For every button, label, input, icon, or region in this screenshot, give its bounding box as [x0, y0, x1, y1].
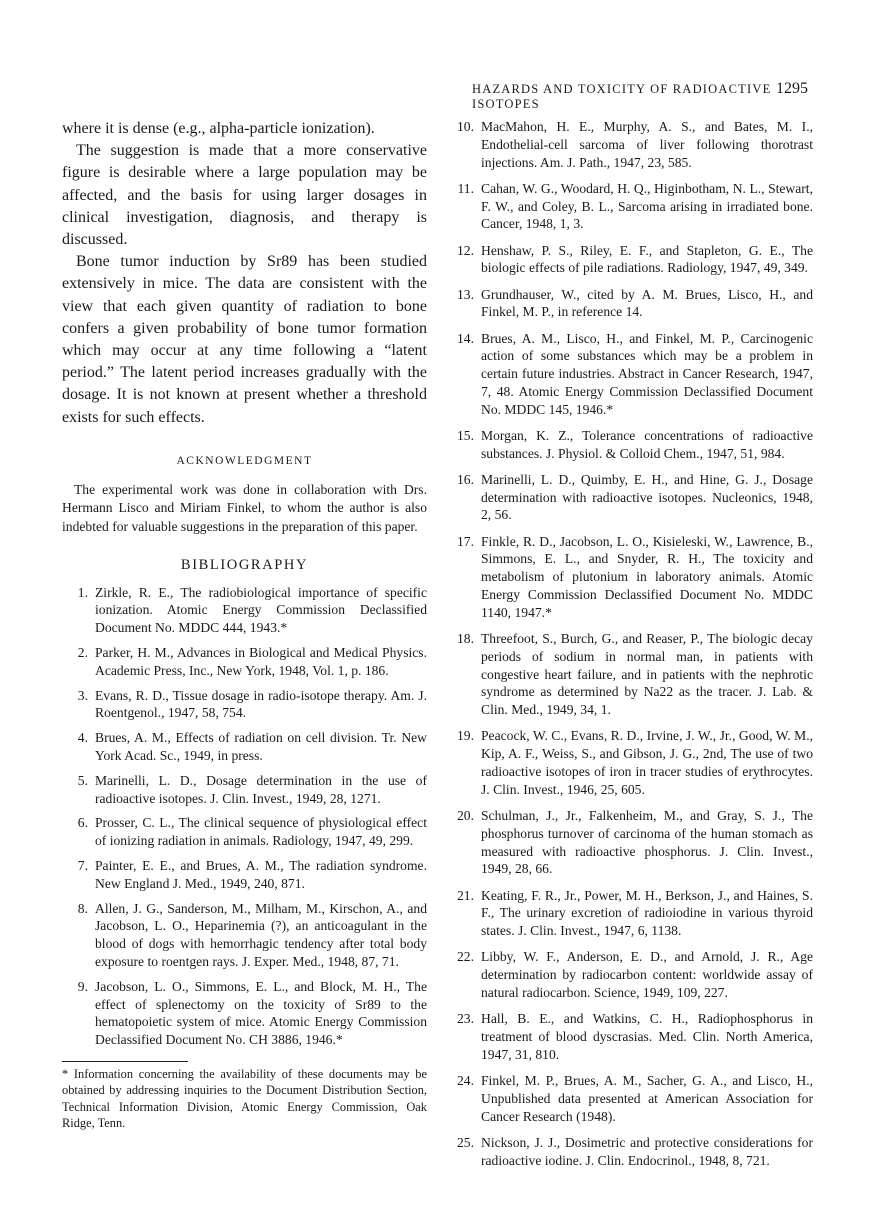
reference-entry — [62, 900, 427, 971]
reference-entry — [448, 727, 813, 798]
reference-number: 25. — [457, 1134, 474, 1150]
reference-text: Cahan, W. G., Woodard, H. Q., Higinbotham, N. L., Stewart, F. W., and Coley, B. L., Sarcoma arising in irradiated bone. Cancer, 1948, 1, 3. — [481, 180, 813, 232]
left-column — [62, 118, 427, 1132]
reference-entry — [448, 1010, 813, 1063]
reference-number: 1. — [77, 584, 88, 600]
summary-paragraph: Bone tumor induction by Sr89 has been studied extensively in mice. The data are consistent with the view that each given quantity of radiation to bone confers a given probability of bone tumor formation which may occur at any time following a “latent period.” The latent period increases gradually with the dosage. It is not known at present whether a threshold exists for such effects. — [62, 253, 427, 426]
reference-text: Nickson, J. J., Dosimetric and protective considerations for radioactive iodine. J. Clin. Endocrinol., 1948, 8, 721. — [481, 1134, 813, 1168]
running-header — [472, 80, 808, 112]
reference-entry — [448, 118, 813, 171]
reference-entry — [62, 729, 427, 765]
reference-entry — [448, 330, 813, 419]
reference-number: 5. — [77, 772, 88, 788]
reference-number: 22. — [457, 949, 474, 965]
reference-entry — [448, 1072, 813, 1125]
reference-entry — [448, 630, 813, 719]
reference-entry — [62, 857, 427, 893]
reference-text: Marinelli, L. D., Dosage determination in the use of radioactive isotopes. J. Clin. Invest., 1949, 28, 1271. — [95, 772, 427, 806]
summary-paragraph: The suggestion is made that a more conservative figure is desirable where a large population may be affected, and the basis for using larger dosages in clinical investigation, diagnosis, and therapy is discussed. — [62, 142, 427, 249]
reference-text: Jacobson, L. O., Simmons, E. L., and Block, M. H., The effect of splenectomy on the toxicity of Sr89 to the hematopoietic system of mice. Atomic Energy Commission Declassified Document No. CH 3886, 1946.* — [95, 978, 427, 1048]
reference-text: Brues, A. M., Lisco, H., and Finkel, M. P., Carcinogenic action of some substances which may be a problem in certain future industries. Abstract in Cancer Research, 1947, 7, 48. Atomic Energy Commission Declassified Document No. MDDC 145, 1946.* — [481, 330, 813, 417]
reference-number: 20. — [457, 808, 474, 823]
footnote: * Information concerning the availability of these documents may be obtained by addressing inquiries to the Document Distribution Section, Technical Information Division, Atomic Energy Commission, Oak Ridge, Tenn. — [62, 1066, 427, 1131]
reference-number: 6. — [77, 815, 88, 831]
reference-text: Keating, F. R., Jr., Power, M. H., Berkson, J., and Haines, S. F., The urinary excretion of radioiodine in various thyroid states. J. Clin. Invest., 1947, 6, 1138. — [481, 887, 813, 939]
reference-number: 7. — [77, 857, 88, 873]
reference-number: 18. — [457, 631, 474, 647]
reference-text: Peacock, W. C., Evans, R. D., Irvine, J. W., Jr., Good, W. M., Kip, A. F., Weiss, S., and Gibson, J. G., 2nd, The use of two radioactive isotopes of iron in tracer studies of erythrocytes. J. Clin. Invest., 1946, 25, 605. — [481, 728, 813, 797]
reference-number: 2. — [77, 645, 88, 661]
summary — [62, 118, 427, 429]
reference-entry — [448, 887, 813, 940]
reference-text: Brues, A. M., Effects of radiation on cell division. Tr. New York Acad. Sc., 1949, in press. — [95, 730, 427, 763]
reference-entry — [62, 772, 427, 808]
footnote-divider — [62, 1061, 188, 1062]
reference-number: 19. — [457, 728, 474, 744]
reference-list-right — [448, 118, 813, 1169]
reference-number: 4. — [77, 730, 88, 746]
reference-text: Painter, E. E., and Brues, A. M., The radiation syndrome. New England J. Med., 1949, 240, 871. — [95, 857, 427, 891]
reference-text: Zirkle, R. E., The radiobiological importance of specific ionization. Atomic Energy Commission Declassified Document No. MDDC 444, 1943.* — [95, 584, 427, 636]
reference-entry — [448, 948, 813, 1001]
reference-text: Schulman, J., Jr., Falkenheim, M., and Gray, S. J., The phosphorus turnover of carcinoma of the human stomach as measured with radioactive phosphorus. J. Clin. Invest., 1949, 28, 66. — [481, 808, 813, 877]
reference-number: 21. — [457, 887, 474, 903]
reference-number: 13. — [457, 286, 474, 302]
reference-number: 3. — [77, 687, 88, 703]
reference-entry — [448, 471, 813, 524]
running-title: HAZARDS AND TOXICITY OF RADIOACTIVE ISOTOPES — [472, 82, 772, 111]
reference-text: Threefoot, S., Burch, G., and Reaser, P., The biologic decay periods of sodium in normal man, in patients with congestive heart failure, and in patients with the nephrotic syndrome as determined by Na22 as the tracer. J. Lab. & Clin. Med., 1949, 34, 1. — [481, 631, 813, 718]
reference-text: Henshaw, P. S., Riley, E. F., and Stapleton, G. E., The biologic effects of pile radiations. Radiology, 1947, 49, 349. — [481, 242, 813, 276]
reference-entry — [448, 807, 813, 878]
reference-entry — [62, 814, 427, 850]
reference-number: 10. — [457, 119, 474, 134]
page-number: 1295 — [776, 80, 808, 97]
reference-number: 14. — [457, 330, 474, 346]
reference-text: Prosser, C. L., The clinical sequence of physiological effect of ionizing radiation in animals. Radiology, 1947, 49, 299. — [95, 815, 427, 849]
right-column — [448, 118, 813, 1178]
reference-text: Finkle, R. D., Jacobson, L. O., Kisieleski, W., Lawrence, B., Simmons, E. L., and Snyder, R. H., The toxicity and metabolism of plutonium in laboratory animals. Atomic Energy Commission Declassified Document No. MDDC 1140, 1947.* — [481, 533, 813, 620]
reference-number: 15. — [457, 427, 474, 443]
reference-entry — [62, 584, 427, 637]
reference-entry — [448, 286, 813, 322]
reference-text: MacMahon, H. E., Murphy, A. S., and Bates, M. I., Endothelial-cell sarcoma of liver following thorotrast injections. Am. J. Path., 1947, 23, 585. — [481, 119, 813, 170]
reference-entry — [62, 978, 427, 1049]
reference-text: Hall, B. E., and Watkins, C. H., Radiophosphorus in treatment of blood dyscrasias. Med. Clin. North America, 1947, 31, 810. — [481, 1011, 813, 1062]
reference-entry — [448, 427, 813, 463]
reference-number: 24. — [457, 1072, 474, 1088]
reference-text: Parker, H. M., Advances in Biological and Medical Physics. Academic Press, Inc., New York, 1948, Vol. 1, p. 186. — [95, 645, 427, 678]
reference-number: 16. — [457, 471, 474, 487]
reference-text: Finkel, M. P., Brues, A. M., Sacher, G. A., and Lisco, H., Unpublished data presented at American Association for Cancer Research (1948). — [481, 1072, 813, 1124]
reference-text: Marinelli, L. D., Quimby, E. H., and Hine, G. J., Dosage determination with radioactive isotopes. Nucleonics, 1948, 2, 56. — [481, 471, 813, 523]
reference-number: 8. — [77, 900, 88, 916]
reference-entry — [448, 242, 813, 278]
reference-entry — [448, 1134, 813, 1170]
reference-entry — [448, 180, 813, 233]
reference-number: 11. — [457, 180, 474, 196]
reference-number: 23. — [457, 1011, 474, 1027]
reference-text: Grundhauser, W., cited by A. M. Brues, Lisco, H., and Finkel, M. P., in reference 14. — [481, 286, 813, 320]
reference-list-left — [62, 584, 427, 1049]
reference-text: Evans, R. D., Tissue dosage in radio-isotope therapy. Am. J. Roentgenol., 1947, 58, 754. — [95, 687, 427, 721]
reference-number: 12. — [457, 242, 474, 258]
reference-entry — [62, 644, 427, 680]
reference-entry — [62, 687, 427, 723]
bibliography-heading: BIBLIOGRAPHY — [180, 556, 309, 573]
reference-number: 9. — [77, 978, 88, 994]
acknowledgment-heading: ACKNOWLEDGMENT — [176, 454, 313, 467]
reference-text: Allen, J. G., Sanderson, M., Milham, M., Kirschon, A., and Jacobson, L. O., Heparinemia (?), an anticoagulant in the blood of dogs with hemorrhagic tendency after total body exposure to roentgen rays. J. Exper. Med., 1948, 87, 71. — [95, 900, 427, 969]
reference-entry — [448, 533, 813, 622]
reference-text: Morgan, K. Z., Tolerance concentrations of radioactive substances. J. Physiol. & Colloid Chem., 1947, 51, 984. — [481, 427, 813, 461]
reference-number: 17. — [457, 533, 474, 549]
acknowledgment-text: The experimental work was done in collaboration with Drs. Hermann Lisco and Miriam Finkel, to whom the author is also indebted for valuable suggestions in the preparation of this paper. — [62, 481, 427, 535]
reference-text: Libby, W. F., Anderson, E. D., and Arnold, J. R., Age determination by radiocarbon content: worldwide assay of natural radiocarbon. Science, 1949, 109, 227. — [481, 949, 813, 1000]
summary-paragraph: where it is dense (e.g., alpha-particle ionization). — [62, 120, 375, 137]
